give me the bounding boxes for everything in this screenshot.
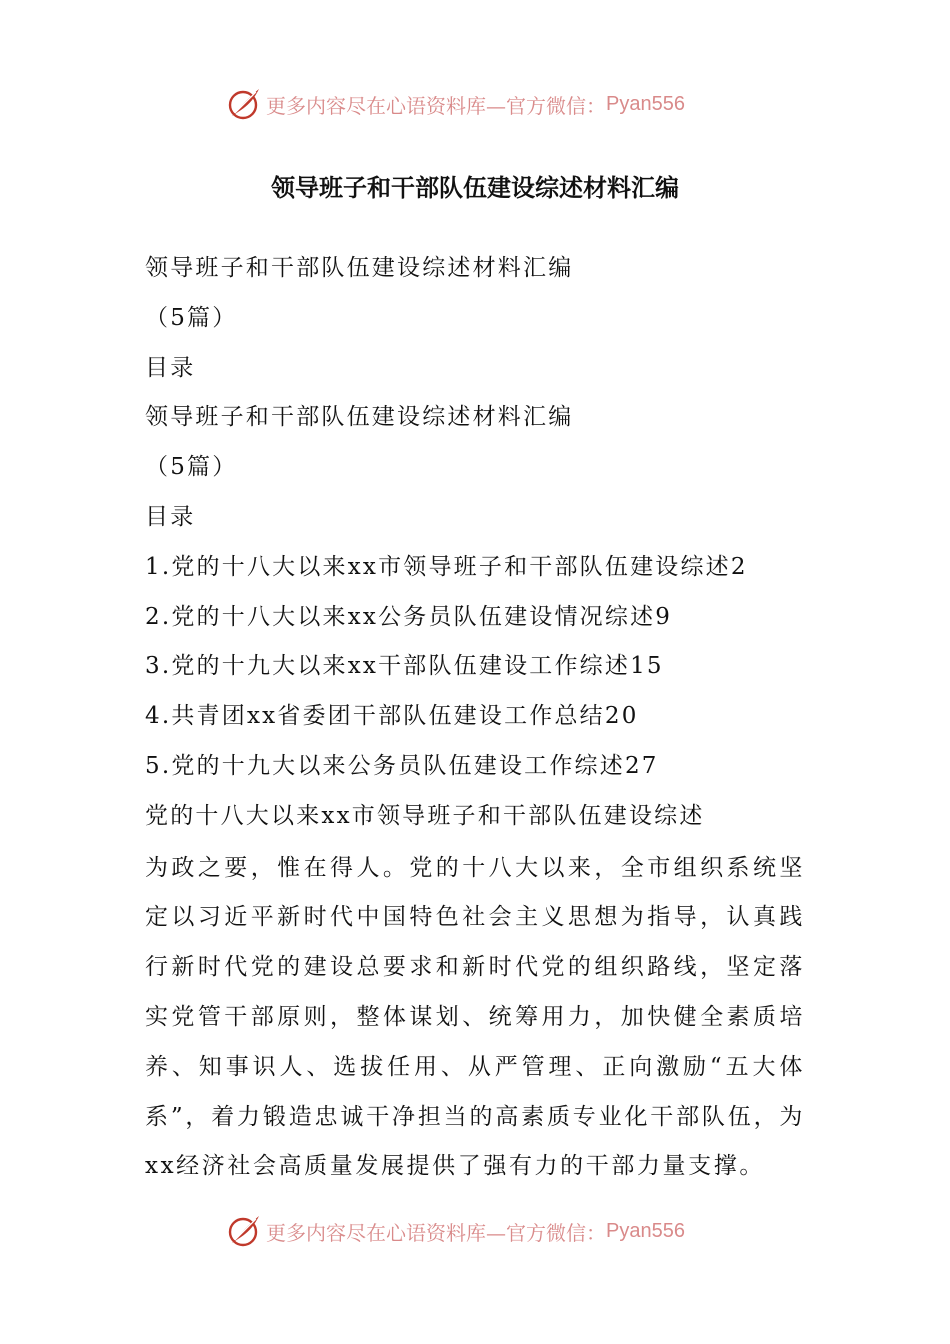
toc-item: 5.党的十九大以来公务员队伍建设工作综述27 bbox=[145, 752, 659, 779]
body-paragraph: 为政之要，惟在得人。党的十八大以来，全市组织系统坚定以习近平新时代中国特色社会主义思想为指导，认真践行新时代党的建设总要求和新时代党的组织路线，坚定落实党管干部原则，整体谋划、统筹用力，加快健全素质培养、知事识人、选拔任用、从严管理、正向激励“五大体系”，着力锻造忠诚干净担当的高素质专业化干部队伍，为xx经济社会高质量发展提供了强有力的干部力量支撑。 bbox=[145, 854, 805, 1180]
section-heading: 党的十八大以来xx市领导班子和干部队伍建设综述 bbox=[145, 802, 705, 829]
watermark-brand: Pyan556 bbox=[606, 92, 685, 115]
toc-item: 3.党的十九大以来xx干部队伍建设工作综述15 bbox=[145, 653, 664, 680]
body-line: 目录 bbox=[145, 354, 196, 381]
watermark-text: 更多内容尽在心语资料库—官方微信： bbox=[266, 1220, 606, 1245]
quill-in-circle-icon bbox=[226, 86, 262, 122]
watermark-brand: Pyan556 bbox=[606, 1219, 685, 1242]
toc-item: 1.党的十八大以来xx市领导班子和干部队伍建设综述2 bbox=[145, 553, 748, 580]
toc-item: 4.共青团xx省委团干部队伍建设工作总结20 bbox=[145, 703, 639, 730]
document-title: 领导班子和干部队伍建设综述材料汇编 bbox=[271, 174, 679, 202]
body-line: 领导班子和干部队伍建设综述材料汇编 bbox=[145, 404, 574, 431]
body-line: 目录 bbox=[145, 503, 196, 530]
document-body bbox=[145, 246, 810, 1192]
body-line: 领导班子和干部队伍建设综述材料汇编 bbox=[145, 255, 574, 281]
body-line: （5篇） bbox=[145, 304, 238, 331]
body-line: （5篇） bbox=[145, 454, 238, 481]
footer-watermark bbox=[226, 1211, 685, 1251]
quill-in-circle-icon bbox=[226, 1213, 262, 1249]
watermark-text: 更多内容尽在心语资料库—官方微信： bbox=[266, 93, 606, 118]
header-watermark bbox=[226, 84, 685, 124]
toc-item: 2.党的十八大以来xx公务员队伍建设情况综述9 bbox=[145, 603, 673, 630]
